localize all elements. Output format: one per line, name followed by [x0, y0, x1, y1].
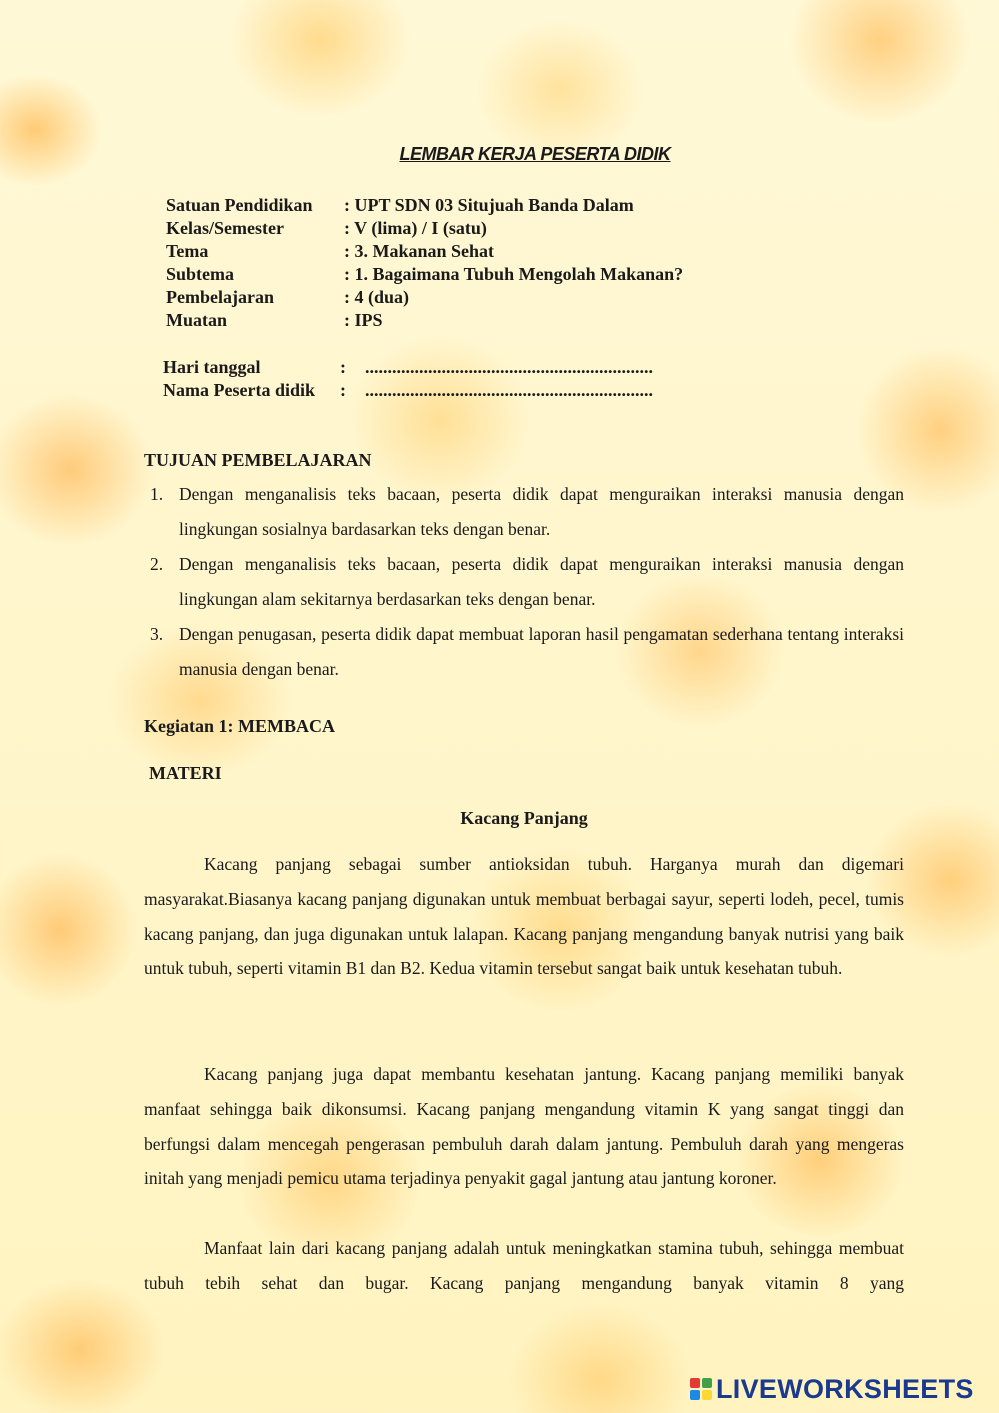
objective-number: 2.	[150, 554, 164, 574]
reading-paragraph: Manfaat lain dari kacang panjang adalah untuk meningkatkan stamina tubuh, sehingga membuat tubuh tebih sehat dan bugar. Kacang panjang mengandung banyak vitamin 8 yang	[144, 1238, 904, 1293]
info-value: : V (lima) / I (satu)	[344, 218, 487, 238]
reading-title: Kacang Panjang	[460, 808, 588, 828]
info-value: : 1. Bagaimana Tubuh Mengolah Makanan?	[344, 264, 684, 284]
info-row-pembelajaran	[166, 286, 409, 309]
date-field-label: Hari tanggal	[163, 357, 261, 377]
reading-paragraph: Kacang panjang juga dapat membantu kesehatan jantung. Kacang panjang memiliki banyak manfaat sehingga baik dikonsumsi. Kacang panjang mengandung vitamin K yang sangat tinggi dan berfungsi dalam mencegah pengerasan pembuluh darah dalam jantung. Pembuluh darah yang mengeras initah yang menjadi pemicu utama terjadinya penyakit gagal jantung atau jantung koroner.	[144, 1064, 904, 1189]
info-value: : 4 (dua)	[344, 287, 410, 307]
info-value: : IPS	[344, 310, 383, 330]
info-label: Tema	[166, 241, 209, 261]
objective-item	[150, 547, 904, 617]
objective-text: Dengan penugasan, peserta didik dapat membuat laporan hasil pengamatan sederhana tentang interaksi manusia dengan benar.	[179, 624, 904, 679]
objective-number: 1.	[150, 484, 164, 504]
logo-mark-icon	[690, 1378, 712, 1400]
objective-item	[150, 617, 904, 687]
objective-text: Dengan menganalisis teks bacaan, peserta didik dapat menguraikan interaksi manusia dengan lingkungan sosialnya bardasarkan teks dengan benar.	[179, 484, 904, 539]
info-row-satuan-pendidikan	[166, 194, 634, 217]
logo-square	[702, 1390, 712, 1400]
info-row-kelas-semester	[166, 217, 487, 240]
logo-text: LIVEWORKSHEETS	[716, 1373, 974, 1404]
student-name-label: Nama Peserta didik	[163, 380, 315, 400]
objectives-heading: TUJUAN PEMBELAJARAN	[144, 450, 372, 470]
info-row-muatan	[166, 309, 383, 332]
objective-number: 3.	[150, 624, 164, 644]
info-label: Satuan Pendidikan	[166, 195, 313, 215]
objective-text: Dengan menganalisis teks bacaan, peserta didik dapat menguraikan interaksi manusia dengan lingkungan alam sekitarnya berdasarkan teks dengan benar.	[179, 554, 904, 609]
info-label: Pembelajaran	[166, 287, 274, 307]
info-row-tema	[166, 240, 494, 263]
worksheet-title: LEMBAR KERJA PESERTA DIDIK	[399, 144, 671, 164]
date-field-colon: :	[340, 357, 346, 377]
student-name-blank[interactable]: ................................................................	[365, 380, 653, 400]
logo-square	[690, 1378, 700, 1388]
info-label: Kelas/Semester	[166, 218, 284, 238]
info-value: : 3. Makanan Sehat	[344, 241, 495, 261]
material-heading: MATERI	[149, 763, 222, 783]
student-name-colon: :	[340, 380, 346, 400]
reading-paragraph: Kacang panjang sebagai sumber antioksidan tubuh. Harganya murah dan digemari masyarakat.Biasanya kacang panjang digunakan untuk membuat berbagai sayur, seperti lodeh, pecel, tumis kacang panjang, dan juga digunakan untuk lalapan. Kacang panjang mengandung banyak nutrisi yang baik untuk tubuh, seperti vitamin B1 dan B2. Kedua vitamin tersebut sangat baik untuk kesehatan tubuh.	[144, 854, 904, 979]
date-field-row	[163, 356, 653, 379]
activity-heading: Kegiatan 1: MEMBACA	[144, 716, 335, 736]
date-field-blank[interactable]: ................................................................	[365, 357, 653, 377]
info-label: Muatan	[166, 310, 228, 330]
info-value: : UPT SDN 03 Situjuah Banda Dalam	[344, 195, 634, 215]
logo-square	[690, 1390, 700, 1400]
liveworksheets-logo	[690, 1374, 974, 1404]
info-label: Subtema	[166, 264, 235, 284]
info-row-subtema	[166, 263, 683, 286]
student-name-field-row	[163, 379, 653, 402]
objective-item	[150, 477, 904, 547]
logo-square	[702, 1378, 712, 1388]
